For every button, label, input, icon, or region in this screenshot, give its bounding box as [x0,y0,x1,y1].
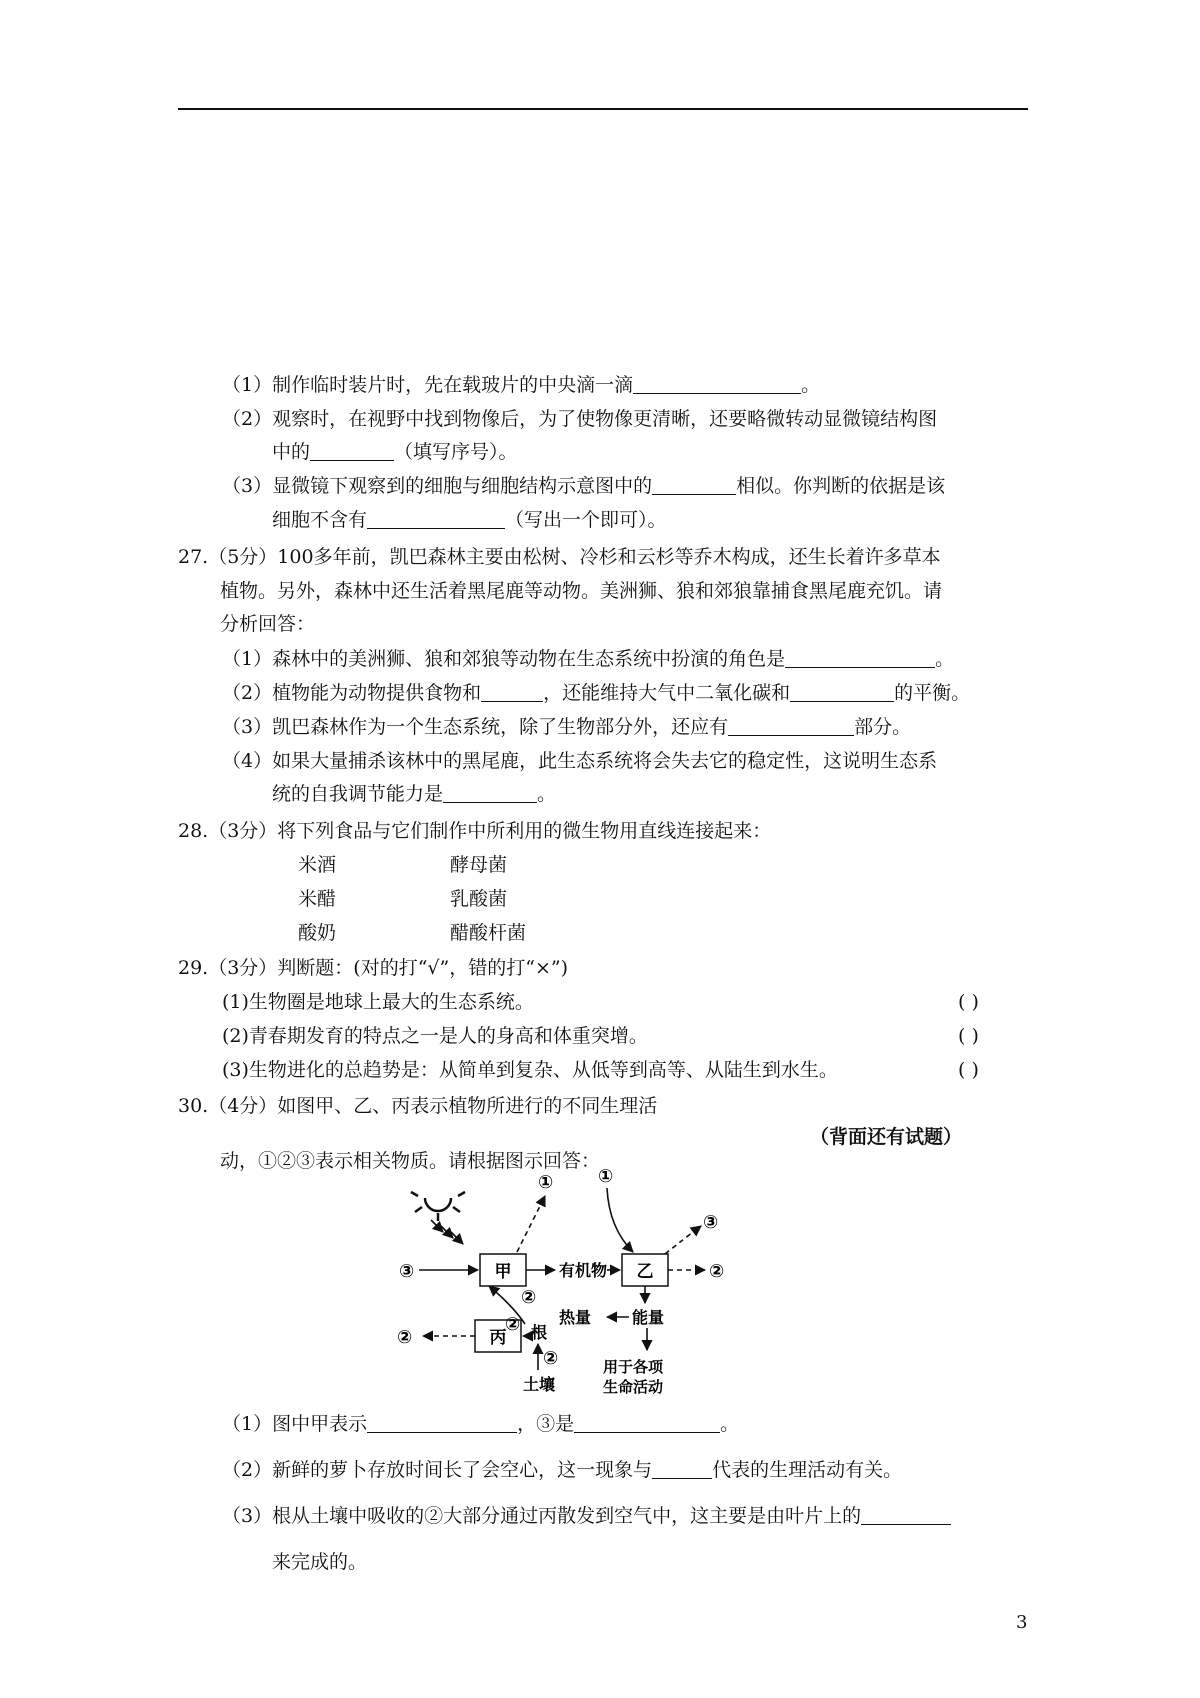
marker-2: ② [709,1261,725,1282]
label-soil: 土壤 [523,1375,556,1394]
q26-part3-line1 [222,473,945,499]
q27-part3 [222,714,911,740]
q30-part2 [222,1457,902,1483]
q30-p2-end: 代表的生理活动有关。 [712,1459,903,1481]
q26-part3-line2 [272,507,667,533]
q27-p4-end: 。 [537,783,557,805]
q30-p2-text: （2）新鲜的萝卜存放时间长了会空心，这一现象与 [222,1459,653,1481]
answer-blank[interactable] [574,1412,720,1433]
page-number: 3 [1016,1612,1028,1633]
food-item[interactable]: 米醋 [298,888,337,910]
answer-blank[interactable] [785,647,935,668]
q28-stem: 28.（3分）将下列食品与它们制作中所利用的微生物用直线连接起来： [178,820,772,842]
q30-p1-end: 。 [720,1413,740,1435]
q27-p4-text: 统的自我调节能力是 [272,783,444,805]
q26-p1-text: （1）制作临时装片时，先在载玻片的中央滴一滴 [222,374,634,396]
answer-blank[interactable] [481,681,543,702]
answer-blank[interactable] [367,1412,517,1433]
label-organic: 有机物 [559,1261,608,1280]
q30-p3-text: （3）根从土壤中吸收的②大部分通过丙散发到空气中，这主要是由叶片上的 [222,1505,862,1527]
q27-p3-text: （3）凯巴森林作为一个生态系统，除了生物部分外，还应有 [222,716,729,738]
q26-part2-line1: （2）观察时，在视野中找到物像后，为了使物像更清晰，还要略微转动显微镜结构图 [222,408,938,430]
answer-blank[interactable] [790,681,894,702]
q26-p3-text: （3）显微镜下观察到的细胞与细胞结构示意图中的 [222,475,653,497]
answer-blank[interactable] [861,1504,951,1525]
light-arrows [431,1220,463,1244]
answer-blank[interactable] [633,373,801,394]
label-jia: 甲 [494,1262,512,1282]
microbe-item[interactable]: 酵母菌 [450,854,508,876]
q26-part1 [222,372,820,398]
food-item[interactable]: 米酒 [298,854,337,876]
q27-part4-line2 [272,781,556,807]
sun-icon [411,1192,465,1221]
q26-p3-text2: 细胞不含有 [272,509,368,531]
q29-item-2: (2)青春期发育的特点之一是人的身高和体重突增。 [222,1025,648,1047]
q30-stem-line1: 30.（4分）如图甲、乙、丙表示植物所进行的不同生理活 [178,1095,658,1117]
answer-blank[interactable] [652,1458,712,1479]
q29-item-1: (1)生物圈是地球上最大的生态系统。 [222,991,534,1013]
q30-part3-line2: 来完成的。 [272,1551,368,1573]
back-page-note: （背面还有试题） [810,1126,963,1148]
q27-p1-text: （1）森林中的美洲狮、狼和郊狼等动物在生态系统中扮演的角色是 [222,648,786,670]
marker-1: ① [538,1172,554,1193]
marker-3: ③ [399,1261,415,1282]
header-rule [178,108,1028,110]
q27-p3-end: 部分。 [854,716,912,738]
marker-2: ② [543,1348,559,1369]
plant-physiology-diagram [395,1158,795,1398]
marker-2: ② [397,1327,413,1348]
q30-stem-line2: 动，①②③表示相关物质。请根据图示回答： [220,1150,601,1172]
q30-part1 [222,1411,739,1437]
answer-bracket[interactable]: ( ) [958,991,979,1013]
q30-p1-mid: ，③是 [517,1413,575,1435]
q26-p2-text: 中的 [272,441,311,463]
q29-item-3: (3)生物进化的总趋势是：从简单到复杂、从低等到高等、从陆生到水生。 [222,1059,838,1081]
marker-3: ③ [703,1212,719,1233]
q27-part2 [222,680,970,706]
q26-p1-end: 。 [801,374,821,396]
q27-stem-line1: 27.（5分）100多年前，凯巴森林主要由松树、冷杉和云杉等乔木构成，还生长着许多草本 [178,546,941,568]
q27-stem-line2: 植物。另外，森林中还生活着黑尾鹿等动物。美洲狮、狼和郊狼靠捕食黑尾鹿充饥。请 [220,580,943,602]
label-use-2: 生命活动 [603,1378,664,1396]
answer-blank[interactable] [728,715,854,736]
q30-part3-line1 [222,1503,951,1529]
answer-blank[interactable] [367,508,505,529]
q27-p2-end: 的平衡。 [894,682,971,704]
marker-1: ① [598,1166,614,1187]
q30-p1-text: （1）图中甲表示 [222,1413,368,1435]
answer-blank[interactable] [310,440,394,461]
answer-bracket[interactable]: ( ) [958,1059,979,1081]
q29-stem: 29.（3分）判断题：(对的打“√”，错的打“×”) [178,957,569,979]
microbe-item[interactable]: 醋酸杆菌 [450,922,527,944]
answer-blank[interactable] [652,474,736,495]
marker-2: ② [521,1287,537,1308]
label-heat: 热量 [559,1308,592,1327]
q27-part4-line1: （4）如果大量捕杀该林中的黑尾鹿，此生态系统将会失去它的稳定性，这说明生态系 [222,750,938,772]
q27-part1 [222,646,954,672]
microbe-item[interactable]: 乳酸菌 [450,888,508,910]
q26-p3-mid: 相似。你判断的依据是该 [736,475,946,497]
q27-stem-line3: 分析回答： [220,613,316,635]
q27-p2-text: （2）植物能为动物提供食物和 [222,682,482,704]
label-bing: 丙 [489,1328,507,1348]
q27-p2-mid: ，还能维持大气中二氧化碳和 [543,682,791,704]
q27-p1-end: 。 [935,648,955,670]
q26-part2-line2 [272,439,518,465]
label-yi: 乙 [636,1262,654,1282]
q26-p2-end: （填写序号）。 [394,441,518,463]
label-use-1: 用于各项 [603,1358,664,1376]
answer-blank[interactable] [443,782,537,803]
marker-2: ② [505,1314,521,1335]
food-item[interactable]: 酸奶 [298,922,337,944]
answer-bracket[interactable]: ( ) [958,1025,979,1047]
q26-p3-end: （写出一个即可）。 [505,509,667,531]
label-energy: 能量 [632,1308,665,1327]
label-root: 根 [531,1323,548,1342]
